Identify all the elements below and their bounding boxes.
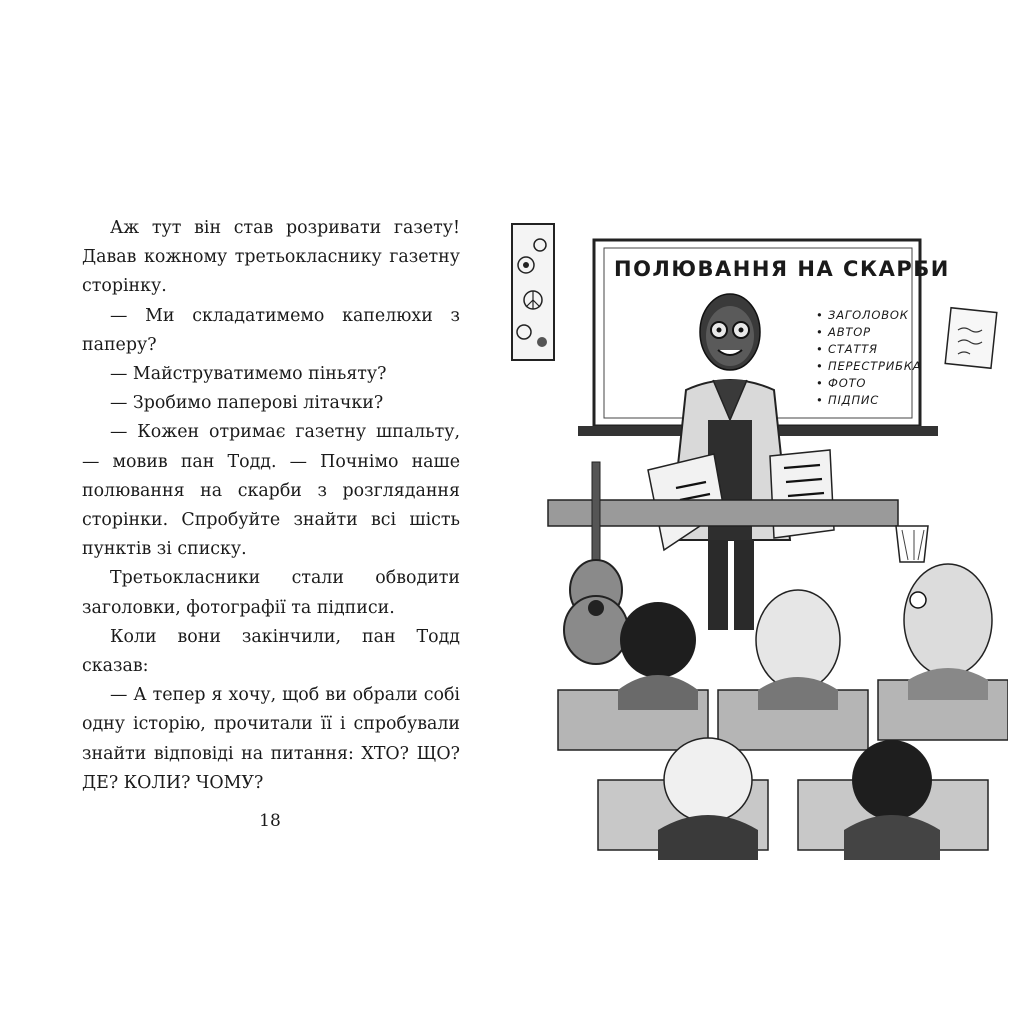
board-item: • ФОТО [816,376,867,390]
paragraph: — Кожен отримає газетну шпальту, — мовив пан Тодд. — Почнімо наше полювання на скарби з розглядання сторінки. Спробуйте знайти всі шість пунктів зі списку. [82,422,460,560]
board-item: • АВТОР [816,325,871,339]
waste-basket [896,526,928,562]
guitar [564,462,628,664]
flower-poster [512,224,554,360]
board-item: • ЗАГОЛОВОК [816,308,909,322]
paragraph: Третьокласники стали обводити заголовки, фотографії та підписи. [82,568,460,618]
board-item: • СТАТТЯ [816,342,878,356]
page-number: 18 [259,811,281,831]
paragraph: — А тепер я хочу, щоб ви обрали собі одну історію, прочитали її і спробували знайти відповіді на питання: ХТО? ЩО? ДЕ? КОЛИ? ЧОМУ? [82,685,460,793]
board-title: ПОЛЮВАННЯ НА СКАРБИ [614,257,950,281]
paragraph: — Майструватимемо піньяту? [110,364,387,385]
story-text [82,214,460,798]
paragraph: Коли вони закінчили, пан Тодд сказав: [82,626,460,677]
paragraph: — Зробимо паперові літачки? [110,393,384,414]
wall-note [945,308,997,369]
board-item: • ПЕРЕСТРИБКА [816,359,922,373]
board-item: • ПІДПИС [816,393,880,407]
paragraph: — Ми складатимемо капелюхи з паперу? [82,305,460,355]
paragraph: Аж тут він став розривати газету! Давав кожному третьокласнику газетну сторінку. [82,218,460,297]
classroom-drawing [508,220,1008,866]
classroom-illustration [508,220,1008,866]
